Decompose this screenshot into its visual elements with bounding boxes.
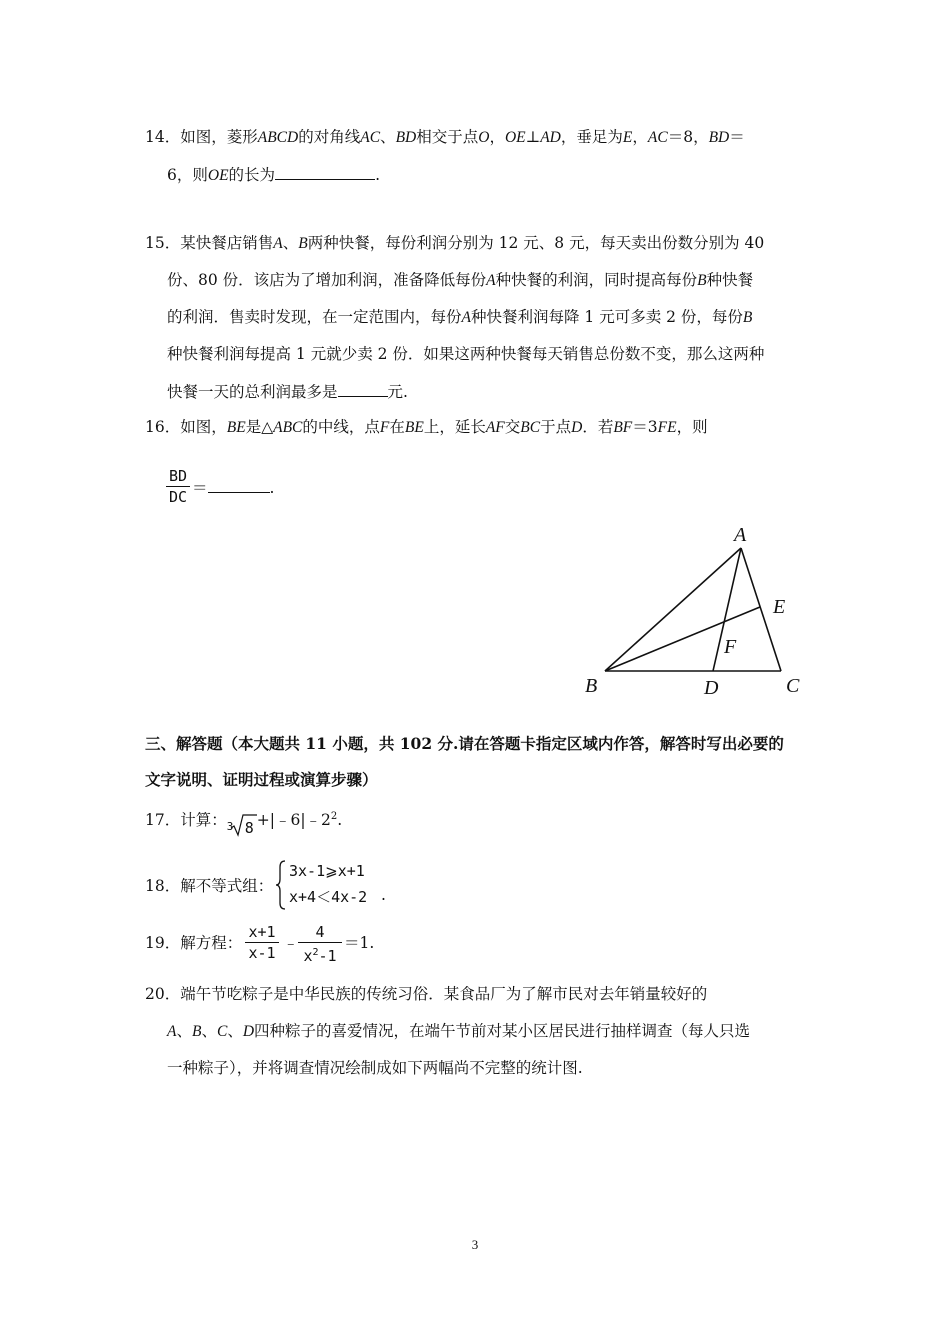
label-C: C	[786, 675, 800, 697]
page-number: 3	[471, 1237, 479, 1252]
triangle-figure	[585, 524, 825, 704]
q19-fraction-1: x+1 x-1	[245, 923, 279, 962]
label-D: D	[704, 677, 719, 699]
inequality-1: 3x-1⩾x+1	[289, 862, 365, 880]
q19-label-line: 19．解方程：	[145, 934, 243, 952]
q20-line1: 20．端午节吃粽子是中华民族的传统习俗．某食品厂为了解市民对去年销量较好的	[145, 985, 708, 1003]
q15-line3: 的利润．售卖时发现，在一定范围内，每份A种快餐利润每降 1 元可多卖 2 份，每份B	[167, 308, 753, 326]
q16-line1: 16．如图，BE是△ABC的中线，点F在BE上，延长AF交BC于点D．若BF＝3FE，则	[145, 418, 708, 436]
answer-blank	[338, 381, 388, 397]
q15-line1: 15．某快餐店销售A、B两种快餐，每份利润分别为 12 元、8 元，每天卖出份数分别为 40	[145, 234, 765, 252]
answer-blank	[275, 164, 375, 180]
inequality-2: x+4＜4x-2	[289, 888, 368, 906]
section3-heading-line2: 文字说明、证明过程或演算步骤）	[145, 770, 378, 789]
q17-number: 17．	[145, 811, 181, 830]
q14-number: 14．	[145, 128, 181, 146]
q15-line2: 份、80 份．该店为了增加利润，准备降低每份A种快餐的利润，同时提高每份B种快餐	[167, 271, 754, 289]
q15-line5: 快餐一天的总利润最多是 元.	[167, 383, 408, 401]
q19-fraction-2: 4 $x^2-1$	[298, 923, 342, 965]
inequality-system: 3x-1⩾x+1 x+4＜4x-2 .	[275, 859, 390, 911]
q18-label-line: 18．解不等式组：	[145, 877, 274, 895]
q15-line4: 种快餐利润每提高 1 元就少卖 2 份．如果这两种快餐每天销售总份数不变，那么这两种	[167, 345, 765, 363]
q16-fraction: BD DC	[166, 467, 190, 506]
q18-number: 18．	[145, 877, 181, 895]
q16-answer-line: ＝ .	[192, 479, 275, 497]
label-F: F	[724, 636, 737, 658]
section3-heading-line1: 三、解答题（本大题共 11 小题，共 102 分.请在答题卡指定区域内作答，解答时写出必要的	[145, 734, 784, 753]
answer-blank	[208, 477, 270, 493]
q16-number: 16．	[145, 418, 181, 436]
q17-line: 17．计算： 3 8 $+|﹣6|﹣2^2$.	[145, 811, 343, 838]
q20-number: 20．	[145, 985, 181, 1003]
cube-root: 3 8	[227, 811, 257, 833]
q19-number: 19．	[145, 934, 181, 952]
q15-number: 15．	[145, 234, 181, 252]
label-E: E	[773, 596, 786, 618]
label-A: A	[734, 524, 747, 546]
left-brace	[275, 860, 287, 910]
segment-BE	[605, 607, 760, 671]
q14-line1: 14．如图，菱形ABCD的对角线AC、BD相交于点O，OE⊥AD，垂足为E，AC＝8，BD＝	[145, 128, 745, 146]
segment-AB	[605, 548, 741, 671]
q20-line2: A、B、C、D四种粽子的喜爱情况，在端午节前对某小区居民进行抽样调查（每人只选	[167, 1022, 751, 1040]
q14-line2: 6，则OE的长为 .	[167, 166, 380, 184]
label-B: B	[585, 675, 598, 697]
q20-line3: 一种粽子），并将调查情况绘制成如下两幅尚不完整的统计图.	[167, 1059, 583, 1077]
